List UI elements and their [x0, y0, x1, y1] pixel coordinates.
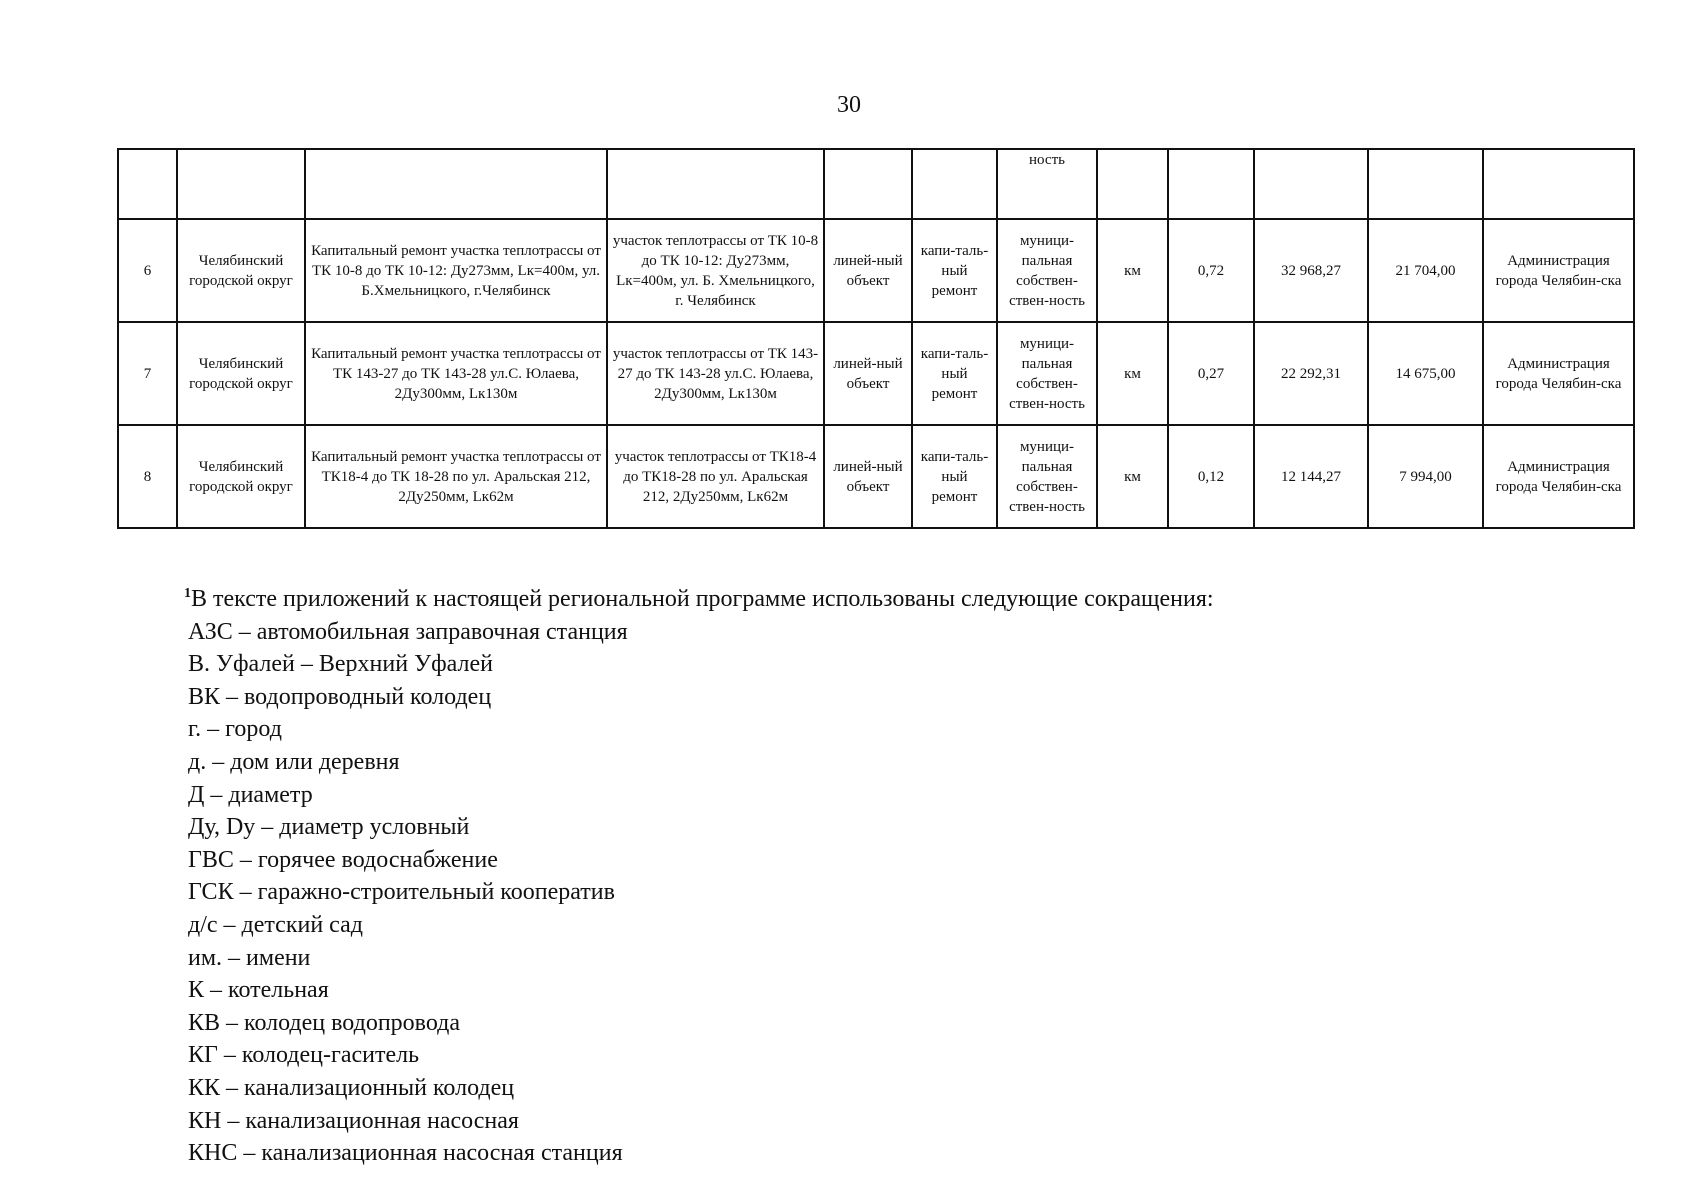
- work-name-cell: Капитальный ремонт участка теплотрассы от ТК 143-27 до ТК 143-28 ул.С. Юлаева, 2Ду300мм, Lк130м: [305, 322, 607, 425]
- district-cell: Челябинский городской округ: [177, 219, 305, 322]
- table-cell: [1254, 149, 1368, 219]
- responsible-cell: Администрация города Челябин-ска: [1483, 219, 1634, 322]
- abbreviation-item: ГСК – гаражно-строительный кооператив: [188, 879, 615, 906]
- row-number: 7: [118, 322, 177, 425]
- footnote-abbreviations: [184, 578, 1214, 1170]
- page-number: 30: [837, 92, 861, 118]
- table-cell: [1368, 149, 1483, 219]
- cost-total-cell: 22 292,31: [1254, 322, 1368, 425]
- table-cell: [305, 149, 607, 219]
- quantity-cell: 0,72: [1168, 219, 1254, 322]
- works-table: [117, 148, 1635, 529]
- location-cell: участок теплотрассы от ТК 143-27 до ТК 143-28 ул.С. Юлаева, 2Ду300мм, Lк130м: [607, 322, 824, 425]
- table-row: [118, 425, 1634, 528]
- table-row: [118, 322, 1634, 425]
- location-cell: участок теплотрассы от ТК18-4 до ТК18-28 по ул. Аральская 212, 2Ду250мм, Lк62м: [607, 425, 824, 528]
- object-type-cell: линей-ный объект: [824, 425, 912, 528]
- table-cell: [1168, 149, 1254, 219]
- cost-part-cell: 14 675,00: [1368, 322, 1483, 425]
- abbreviation-item: ВК – водопроводный колодец: [188, 683, 492, 710]
- abbreviation-item: Д – диаметр: [188, 781, 313, 808]
- ownership-cell: муници-пальная собствен-ствен-ность: [997, 425, 1097, 528]
- table-row: [118, 219, 1634, 322]
- cost-total-cell: 12 144,27: [1254, 425, 1368, 528]
- abbreviation-item: КК – канализационный колодец: [188, 1074, 515, 1101]
- footnote-intro-line: [184, 578, 1214, 616]
- row-number: 8: [118, 425, 177, 528]
- responsible-cell: Администрация города Челябин-ска: [1483, 425, 1634, 528]
- table-row-continued: [118, 149, 1634, 219]
- quantity-cell: 0,27: [1168, 322, 1254, 425]
- row-number: 6: [118, 219, 177, 322]
- footnote-marker: 1: [184, 586, 191, 601]
- ownership-cell-continued: ность: [997, 149, 1097, 219]
- abbreviation-item: Ду, Dy – диаметр условный: [188, 814, 470, 841]
- work-name-cell: Капитальный ремонт участка теплотрассы от ТК 10-8 до ТК 10-12: Ду273мм, Lк=400м, ул. Б.Хмельницкого, г.Челябинск: [305, 219, 607, 322]
- work-type-cell: капи-таль-ный ремонт: [912, 322, 997, 425]
- abbreviation-item: АЗС – автомобильная заправочная станция: [188, 618, 628, 645]
- abbreviation-item: К – котельная: [188, 977, 329, 1004]
- table-cell: [177, 149, 305, 219]
- responsible-cell: Администрация города Челябин-ска: [1483, 322, 1634, 425]
- abbreviation-item: КГ – колодец-гаситель: [188, 1042, 420, 1069]
- ownership-cell: муници-пальная собствен-ствен-ность: [997, 219, 1097, 322]
- abbreviation-item: КН – канализационная насосная: [188, 1107, 519, 1134]
- work-type-cell: капи-таль-ный ремонт: [912, 425, 997, 528]
- abbreviation-item: г. – город: [188, 716, 282, 743]
- quantity-cell: 0,12: [1168, 425, 1254, 528]
- district-cell: Челябинский городской округ: [177, 425, 305, 528]
- unit-cell: км: [1097, 322, 1168, 425]
- cost-total-cell: 32 968,27: [1254, 219, 1368, 322]
- cost-part-cell: 21 704,00: [1368, 219, 1483, 322]
- footnote-intro: В тексте приложений к настоящей региональной программе использованы следующие сокращения:: [191, 586, 1214, 612]
- table-cell: [607, 149, 824, 219]
- district-cell: Челябинский городской округ: [177, 322, 305, 425]
- table-cell: [1483, 149, 1634, 219]
- abbreviation-item: д. – дом или деревня: [188, 748, 400, 775]
- work-name-cell: Капитальный ремонт участка теплотрассы от ТК18-4 до ТК 18-28 по ул. Аральская 212, 2Ду250мм, Lк62м: [305, 425, 607, 528]
- abbreviation-item: д/с – детский сад: [188, 911, 363, 938]
- object-type-cell: линей-ный объект: [824, 219, 912, 322]
- cost-part-cell: 7 994,00: [1368, 425, 1483, 528]
- object-type-cell: линей-ный объект: [824, 322, 912, 425]
- abbreviation-item: КВ – колодец водопровода: [188, 1009, 461, 1036]
- abbreviation-item: КНС – канализационная насосная станция: [188, 1140, 623, 1167]
- unit-cell: км: [1097, 219, 1168, 322]
- table-cell: [912, 149, 997, 219]
- work-type-cell: капи-таль-ный ремонт: [912, 219, 997, 322]
- abbreviation-item: ГВС – горячее водоснабжение: [188, 846, 498, 873]
- abbreviation-item: им. – имени: [188, 944, 311, 971]
- table-cell: [1097, 149, 1168, 219]
- unit-cell: км: [1097, 425, 1168, 528]
- table-cell: [118, 149, 177, 219]
- location-cell: участок теплотрассы от ТК 10-8 до ТК 10-12: Ду273мм, Lк=400м, ул. Б. Хмельницкого, г. Челябинск: [607, 219, 824, 322]
- ownership-cell: муници-пальная собствен-ствен-ность: [997, 322, 1097, 425]
- table-cell: [824, 149, 912, 219]
- abbreviation-item: В. Уфалей – Верхний Уфалей: [188, 651, 493, 678]
